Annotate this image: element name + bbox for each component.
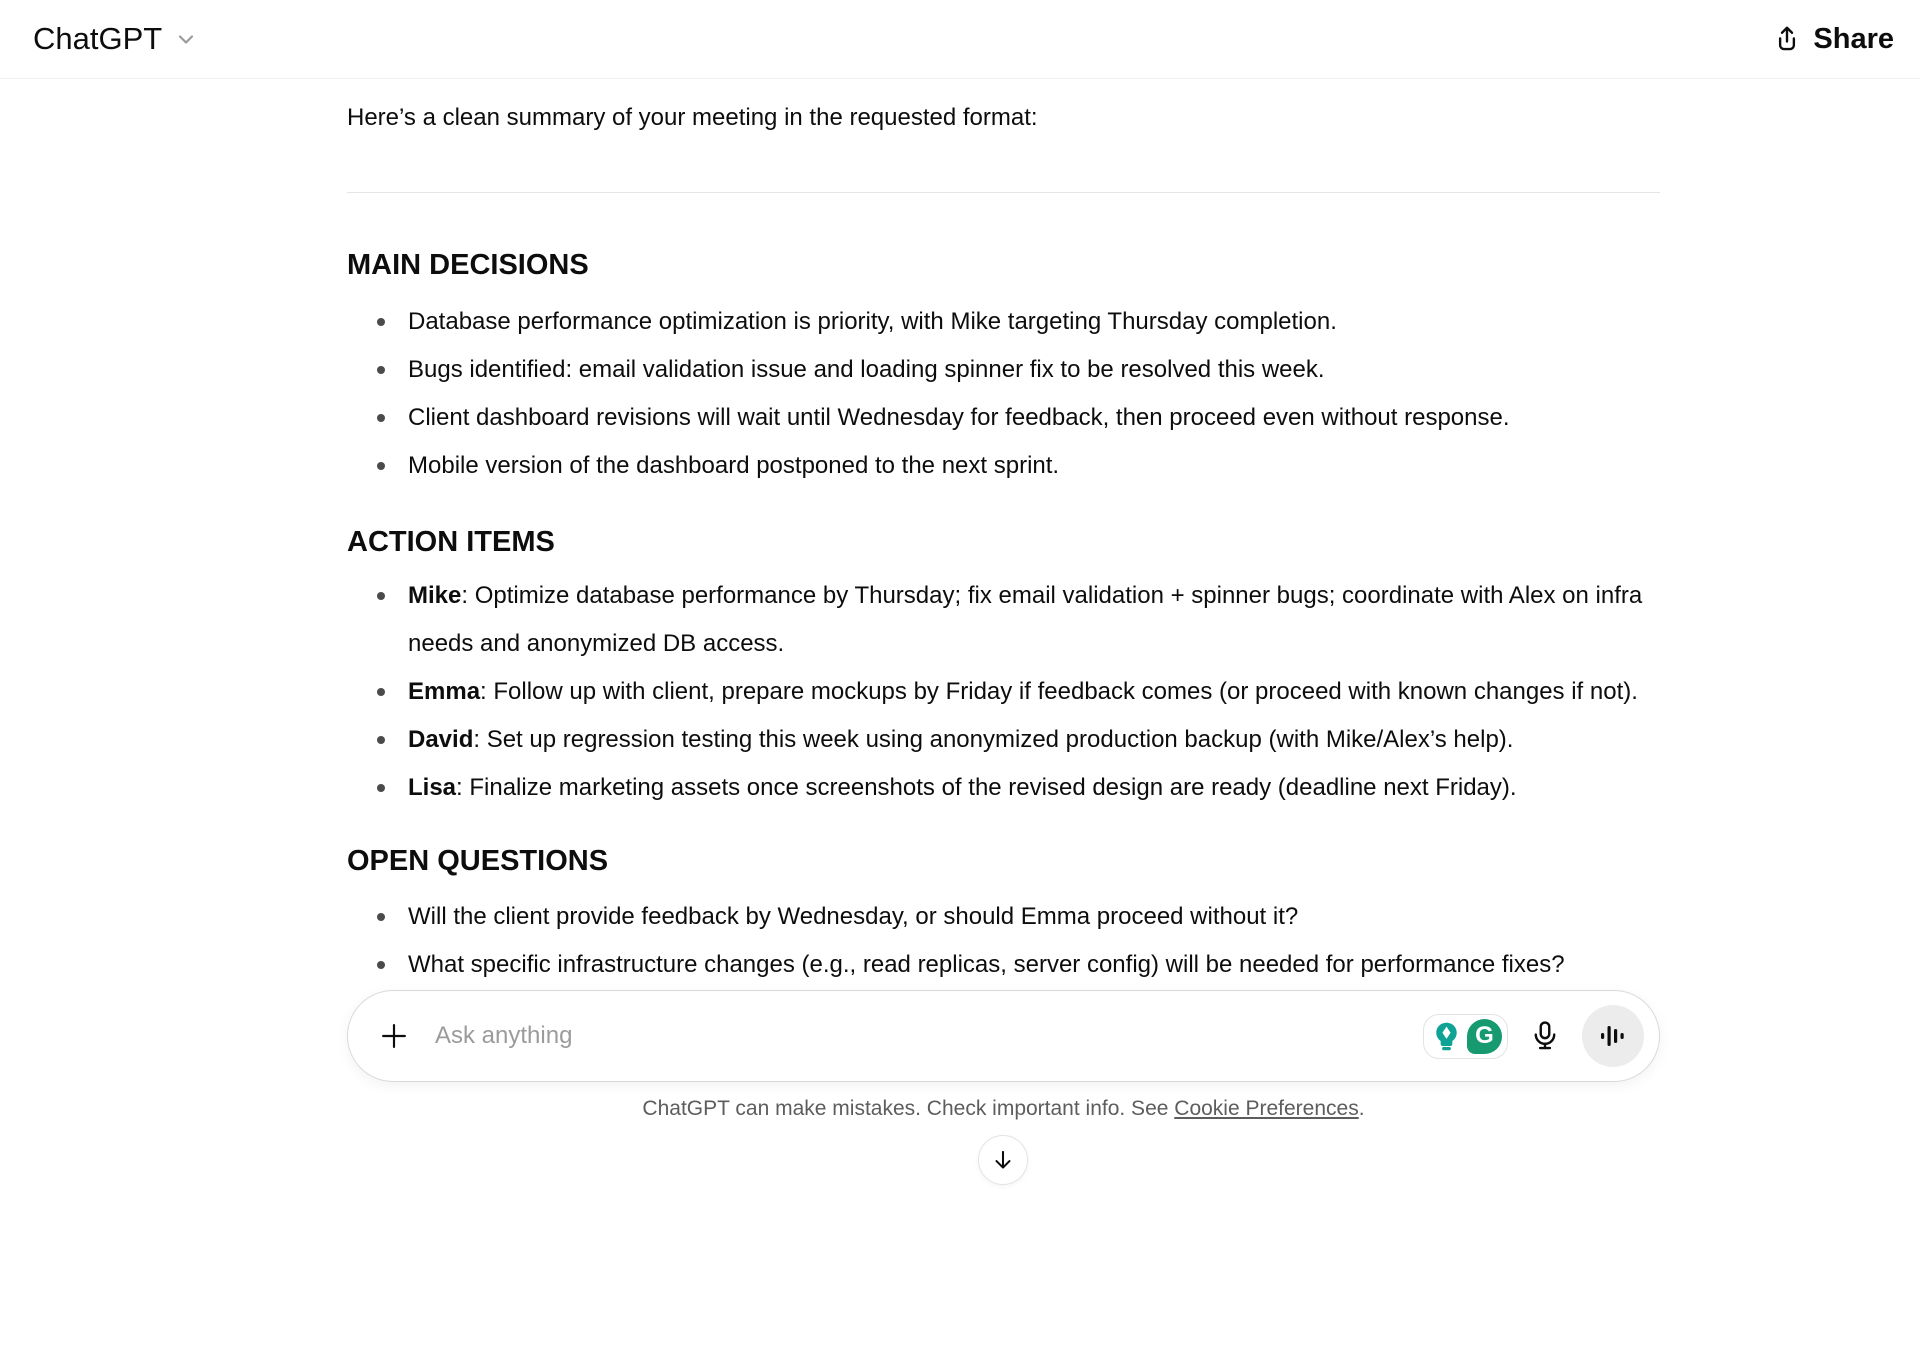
assignee-task: : Optimize database performance by Thursday; fix email validation + spinner bugs; coordinate with Alex on infra needs and anonymized DB access. (408, 582, 1643, 657)
open-questions-list (347, 893, 1660, 989)
section-action-items (347, 525, 1660, 812)
attach-button[interactable] (375, 1017, 413, 1055)
app-title: ChatGPT (33, 21, 163, 56)
list-item: Client dashboard revisions will wait until Wednesday for feedback, then proceed even without response. (347, 394, 1660, 442)
section-main-decisions (347, 248, 1660, 490)
list-item: Database performance optimization is priority, with Mike targeting Thursday completion. (347, 298, 1660, 346)
section-open-questions (347, 844, 1660, 989)
share-label: Share (1813, 22, 1894, 55)
grammarly-icon[interactable]: G (1467, 1019, 1502, 1054)
voice-mode-button[interactable] (1582, 1005, 1644, 1067)
plus-icon (378, 1020, 410, 1052)
message-composer[interactable] (347, 990, 1660, 1082)
assignee-task: : Set up regression testing this week using anonymized production backup (with Mike/Alex’s help). (473, 726, 1514, 753)
assistant-intro-text: Here’s a clean summary of your meeting in the requested format: (347, 104, 1038, 131)
assignee-name: David (408, 726, 474, 753)
action-items-list (347, 572, 1660, 812)
list-item: Bugs identified: email validation issue and loading spinner fix to be resolved this week. (347, 346, 1660, 394)
section-heading: MAIN DECISIONS (347, 249, 589, 281)
model-switcher-button[interactable] (33, 21, 198, 57)
list-item (347, 716, 1660, 764)
list-item: What specific infrastructure changes (e.g., read replicas, server config) will be needed for performance fixes? (347, 941, 1660, 989)
assignee-name: Mike (408, 582, 462, 609)
disclaimer-period: . (1358, 1097, 1365, 1120)
conversation-area (347, 101, 1660, 1121)
list-item (347, 764, 1660, 812)
lightbulb-sparkle-icon[interactable] (1429, 1019, 1464, 1054)
disclaimer (347, 1097, 1660, 1121)
arrow-down-icon (990, 1147, 1016, 1173)
list-item: Will the client provide feedback by Wednesday, or should Emma proceed without it? (347, 893, 1660, 941)
share-button[interactable] (1772, 23, 1894, 56)
dictate-button[interactable] (1523, 1014, 1567, 1058)
assignee-name: Emma (408, 678, 481, 705)
section-heading: OPEN QUESTIONS (347, 845, 609, 877)
list-item (347, 572, 1660, 668)
cookie-preferences-link[interactable]: Cookie Preferences (1174, 1097, 1359, 1120)
list-item: Mobile version of the dashboard postponed to the next sprint. (347, 442, 1660, 490)
assignee-task: : Finalize marketing assets once screenshots of the revised design are ready (deadline next Friday). (456, 774, 1517, 801)
composer-actions (1423, 1005, 1644, 1067)
scroll-to-bottom-button[interactable] (978, 1135, 1028, 1185)
assignee-task: : Follow up with client, prepare mockups by Friday if feedback comes (or proceed with known changes if not). (480, 678, 1638, 705)
section-divider (347, 192, 1660, 193)
section-heading: ACTION ITEMS (347, 526, 555, 558)
microphone-icon (1528, 1019, 1562, 1053)
top-bar (0, 0, 1920, 79)
disclaimer-text: ChatGPT can make mistakes. Check important info. See (642, 1097, 1169, 1120)
assignee-name: Lisa (408, 774, 457, 801)
voice-waveform-icon (1598, 1021, 1628, 1051)
chat-input[interactable] (435, 1022, 1423, 1050)
grammarly-extension-pill[interactable] (1423, 1014, 1508, 1059)
share-upload-icon (1772, 24, 1802, 54)
decisions-list (347, 298, 1660, 490)
list-item (347, 668, 1660, 716)
chevron-down-icon (174, 27, 198, 51)
